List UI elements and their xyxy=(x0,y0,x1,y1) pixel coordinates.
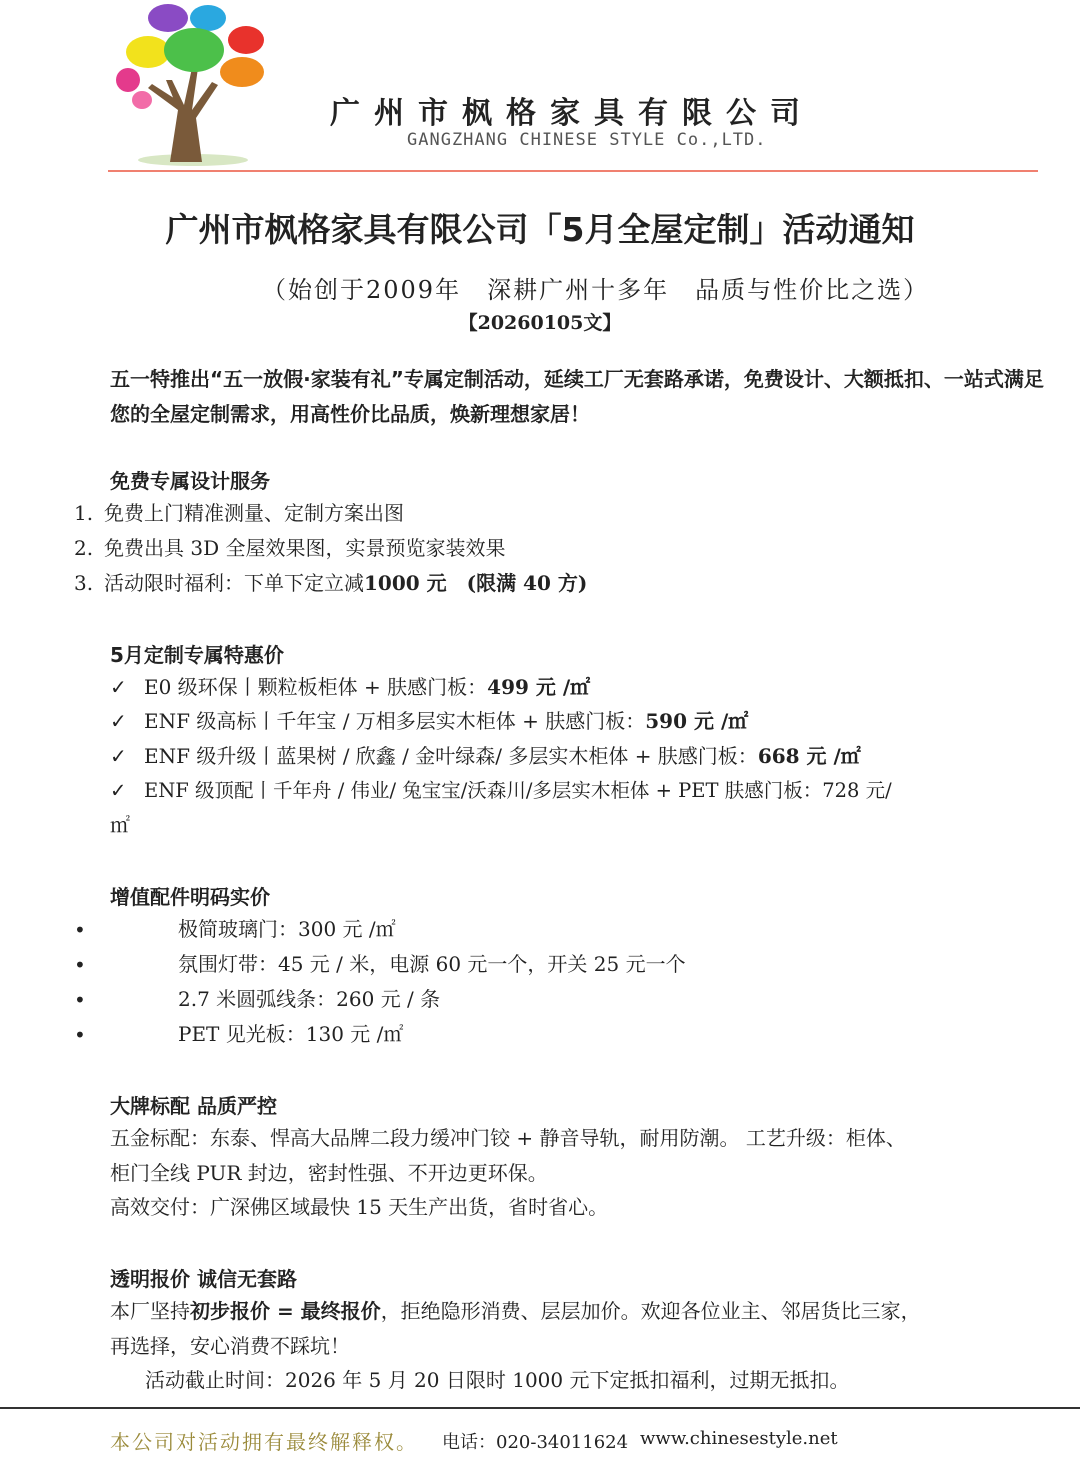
document-number: 【20260105文】 xyxy=(458,312,622,334)
item-text: 免费上门精准测量、定制方案出图 xyxy=(104,501,404,525)
check-icon: ✓ xyxy=(110,779,127,802)
design-item-2 xyxy=(74,531,505,565)
price-item-1 xyxy=(110,670,590,704)
accessory-item-2: 氛围灯带：45 元 / 米，电源 60 元一个，开关 25 元一个 xyxy=(178,952,686,976)
check-icon: ✓ xyxy=(110,675,127,699)
pricing-heading: 5月定制专属特惠价 xyxy=(110,643,284,667)
header-divider xyxy=(108,170,1038,172)
bullet-icon: • xyxy=(74,918,86,942)
text-bold: 初步报价 = 最终报价 xyxy=(190,1299,381,1323)
price-item-4 xyxy=(110,774,892,808)
price-value: 590 元 /㎡ xyxy=(645,709,749,733)
check-icon: ✓ xyxy=(110,744,127,768)
footer-divider xyxy=(0,1407,1080,1409)
company-name-cn: 广州市枫格家具有限公司 xyxy=(330,96,814,131)
price-value: 499 元 /㎡ xyxy=(487,675,591,699)
transparent-line-2: 再选择，安心消费不踩坑！ xyxy=(110,1334,350,1358)
text-pre: 本厂坚持 xyxy=(110,1299,190,1323)
accessory-item-1: 极简玻璃门：300 元 /㎡ xyxy=(178,917,396,941)
item-number: 2. xyxy=(74,536,94,560)
item-text: 免费出具 3D 全屋效果图，实景预览家装效果 xyxy=(104,536,506,560)
price-item-3 xyxy=(110,739,861,773)
transparent-heading: 透明报价 诚信无套路 xyxy=(110,1267,297,1291)
company-name-en: GANGZHANG CHINESE STYLE Co.,LTD. xyxy=(407,130,767,150)
quality-line-1: 五金标配：东泰、悍高大品牌二段力缓冲门铰 + 静音导轨，耐用防潮。 工艺升级：柜体、 xyxy=(110,1126,906,1150)
price-item-2 xyxy=(110,704,748,738)
accessory-item-4: PET 见光板：130 元 /㎡ xyxy=(178,1022,404,1046)
notice-title: 广州市枫格家具有限公司「5月全屋定制」活动通知 xyxy=(165,210,915,249)
accessory-item-3: 2.7 米圆弧线条：260 元 / 条 xyxy=(178,987,441,1011)
item-number: 3. xyxy=(74,571,94,595)
footer-phone: 电话：020-34011624 xyxy=(442,1432,629,1453)
footer-website-link[interactable]: www.chinesestyle.net xyxy=(640,1428,838,1449)
design-item-1 xyxy=(74,496,404,530)
footer-claim: 本公司对活动拥有最终解释权。 xyxy=(110,1430,418,1454)
item-number: 1. xyxy=(74,501,94,525)
company-logo xyxy=(108,0,268,168)
accessories-heading: 增值配件明码实价 xyxy=(110,885,270,909)
price-item-text: ENF 级高标丨千年宝 / 万相多层实木柜体 + 肤感门板： xyxy=(144,709,646,733)
price-item-text: ENF 级顶配丨千年舟 / 伟业/ 兔宝宝/沃森川/多层实木柜体 + PET 肤感门板：728 元/ xyxy=(144,779,892,802)
transparent-line-1 xyxy=(110,1294,921,1328)
bullet-icon: • xyxy=(74,988,86,1012)
quality-heading: 大牌标配 品质严控 xyxy=(110,1094,277,1118)
notice-subtitle: （始创于2009年 深耕广州十多年 品质与性价比之选） xyxy=(262,276,930,304)
price-item-text: E0 级环保丨颗粒板柜体 + 肤感门板： xyxy=(144,675,488,699)
design-service-heading: 免费专属设计服务 xyxy=(110,469,270,493)
quality-line-3: 高效交付：广深佛区域最快 15 天生产出货，省时省心。 xyxy=(110,1195,609,1219)
item-text: 活动限时福利：下单下定立减 xyxy=(104,571,364,595)
quality-line-2: 柜门全线 PUR 封边，密封性强、不开边更环保。 xyxy=(110,1161,548,1185)
price-item-text: ENF 级升级丨蓝果树 / 欣鑫 / 金叶绿森/ 多层实木柜体 + 肤感门板： xyxy=(144,744,758,768)
check-icon: ✓ xyxy=(110,709,127,733)
bullet-icon: • xyxy=(74,1023,86,1047)
design-item-3 xyxy=(74,566,587,600)
bullet-icon: • xyxy=(74,953,86,977)
item-bold-text: 1000 元 (限满 40 方) xyxy=(364,571,588,595)
intro-paragraph: 五一特推出“五一放假·家装有礼”专属定制活动，延续工厂无套路承诺，免费设计、大额抵扣、一站式满足您的全屋定制需求，用高性价比品质，焕新理想家居！ xyxy=(110,367,1044,426)
text-post: ，拒绝隐形消费、层层加价。欢迎各位业主、邻居货比三家， xyxy=(380,1299,921,1323)
price-value: 668 元 /㎡ xyxy=(757,744,861,768)
price-item-4-continuation: ㎡ xyxy=(110,813,130,837)
deadline-line: 活动截止时间：2026 年 5 月 20 日限时 1000 元下定抵扣福利，过期无抵扣。 xyxy=(145,1368,850,1392)
